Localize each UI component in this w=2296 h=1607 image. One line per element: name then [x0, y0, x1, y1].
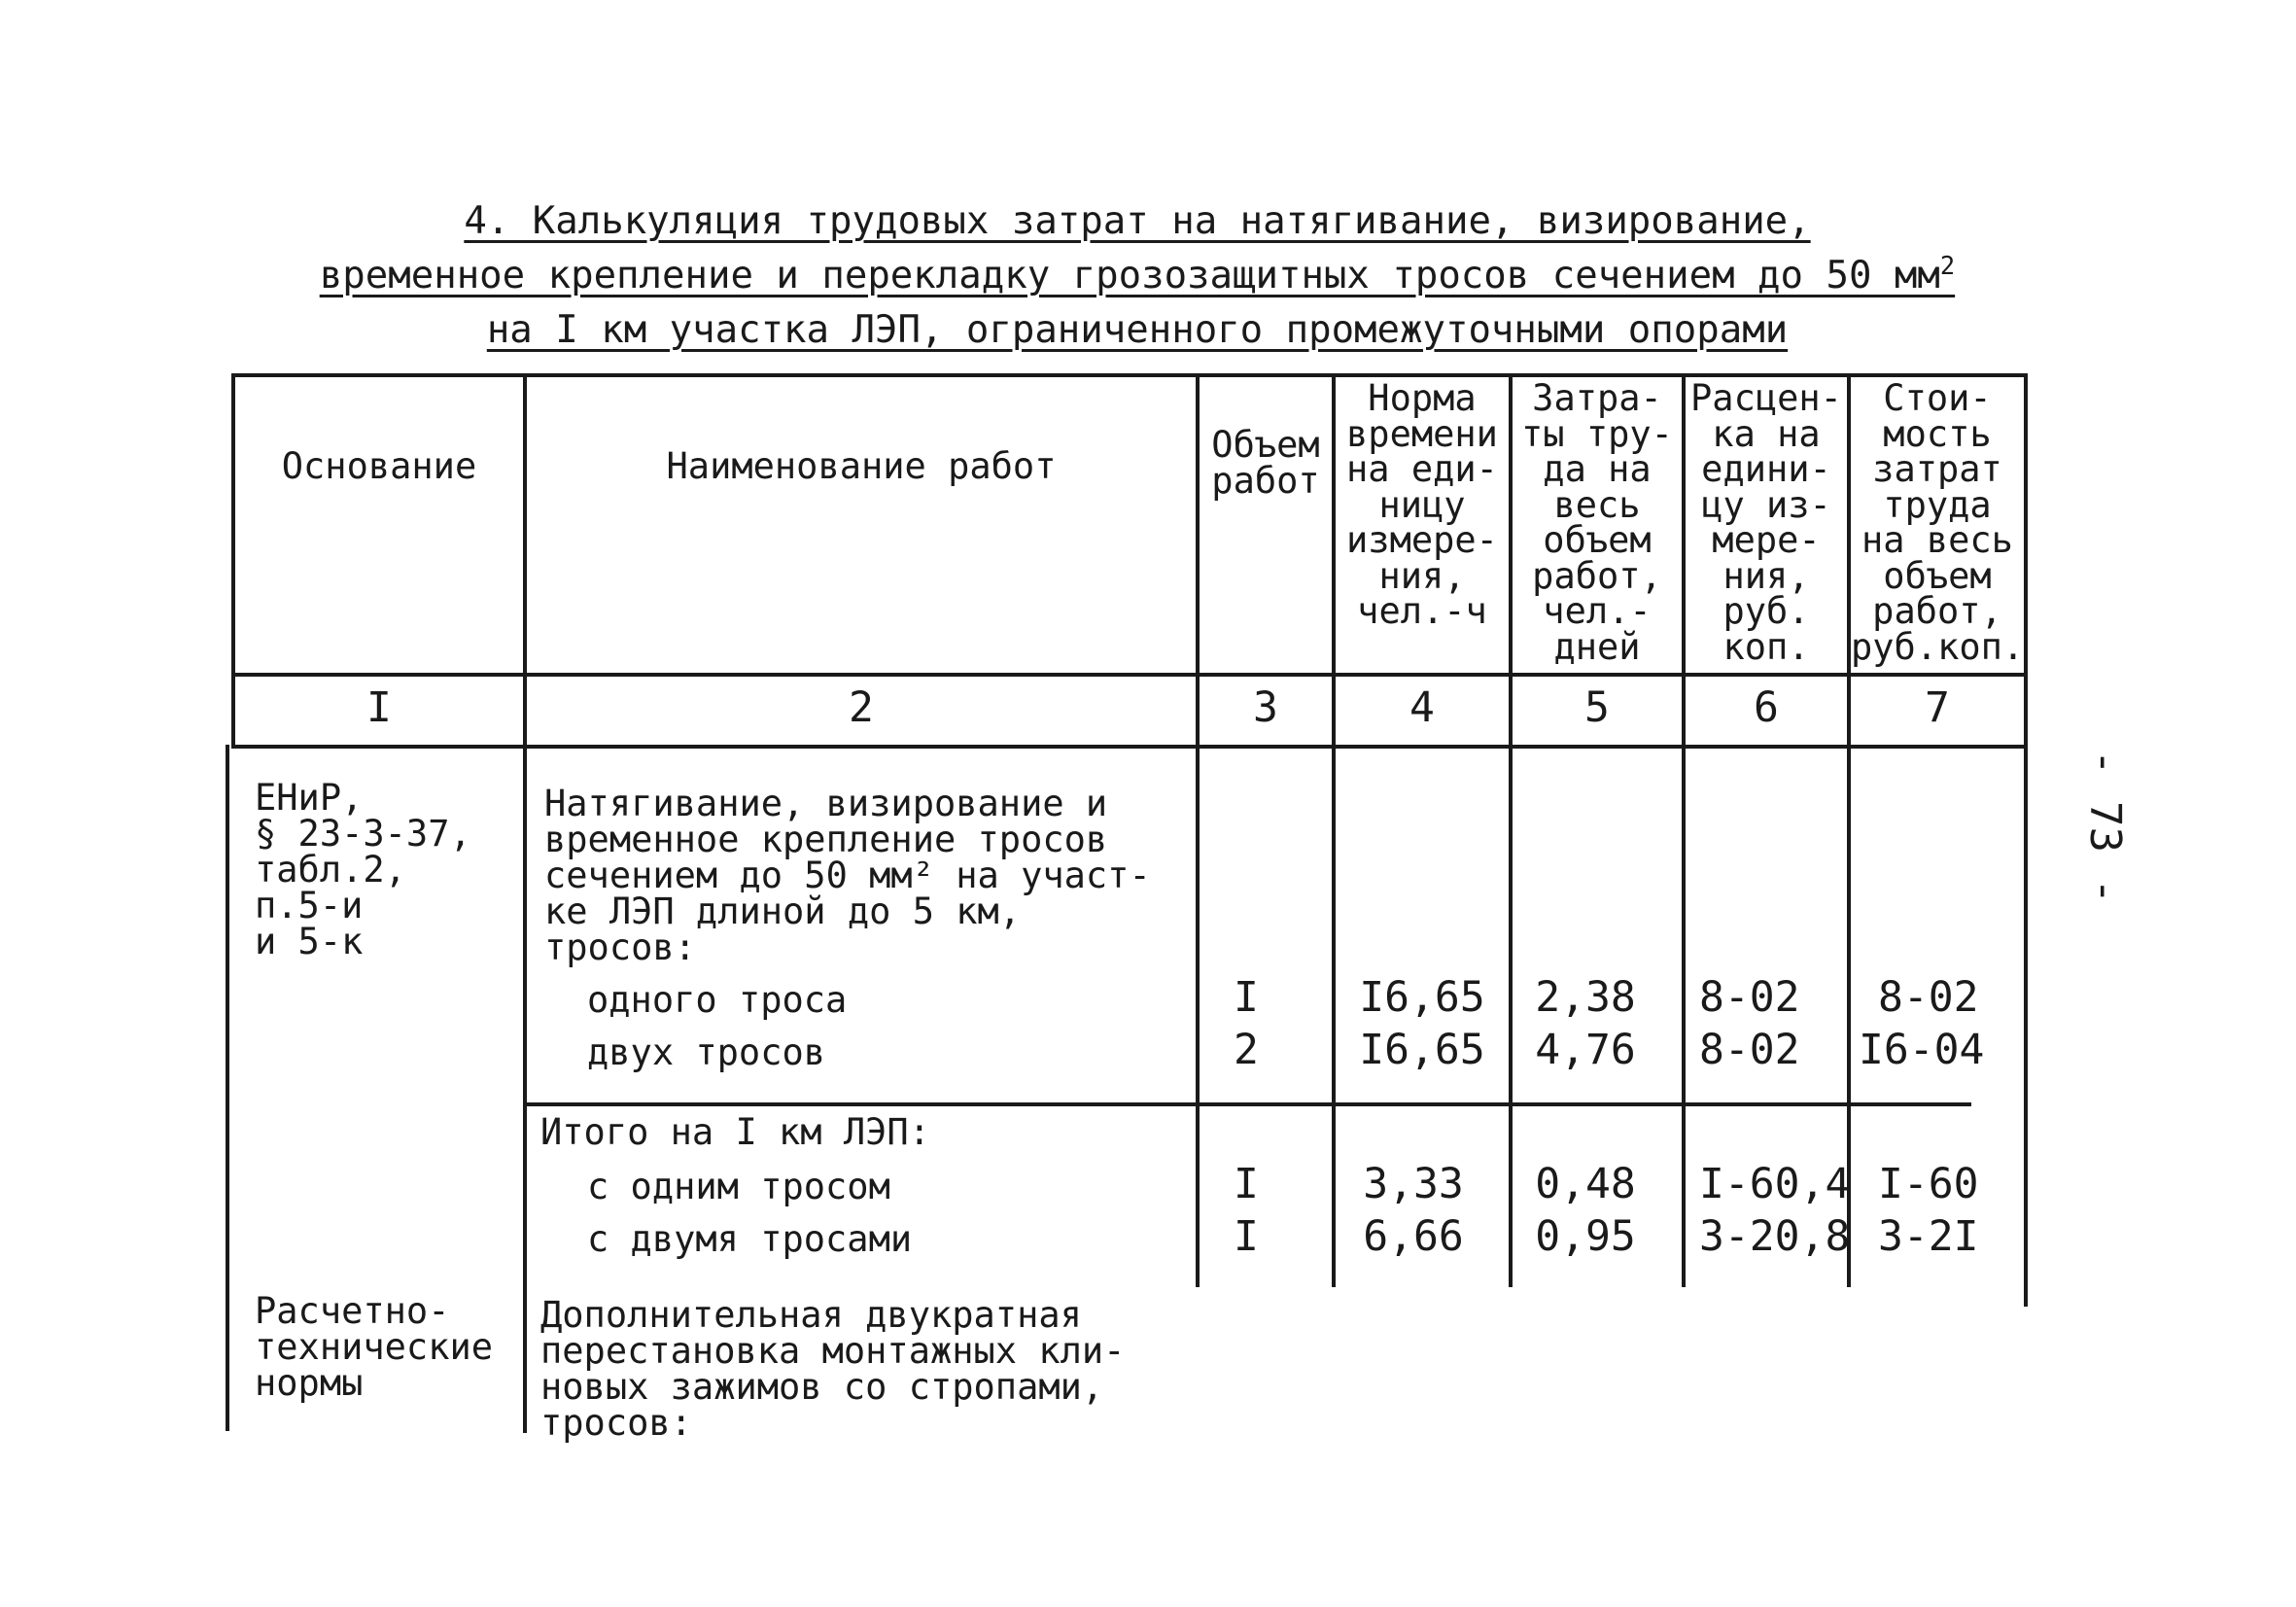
- section1-basis: ЕНиР, § 23-3-37, табл.2, п.5-и и 5-к: [255, 777, 471, 962]
- row1-volume: I: [1234, 973, 1259, 1022]
- total1-rate: I-60,4: [1699, 1160, 1851, 1208]
- total2-name: с двумя тросами: [587, 1218, 913, 1260]
- col-divider-2: [1196, 373, 1200, 1287]
- total1-name: с одним тросом: [587, 1166, 890, 1207]
- total1-labor: 0,48: [1535, 1160, 1636, 1208]
- header-total-cost: Стои- мость затрат труда на весь объем работ, руб.коп.: [1851, 377, 2025, 668]
- total1-volume: I: [1234, 1160, 1259, 1208]
- col-number-7: 7: [1925, 683, 1950, 732]
- title-line-1: 4. Калькуляция трудовых затрат на натягивание, визирование,: [464, 199, 1811, 243]
- header-time-norm: Норма времени на еди- ницу измере- ния, чел.-ч: [1346, 377, 1498, 632]
- row2-labor: 4,76: [1535, 1026, 1636, 1074]
- title-line-3: на I км участка ЛЭП, ограниченного промежуточными опорами: [486, 308, 1789, 352]
- subtotal-separator: [523, 1102, 1971, 1106]
- table-right-border: [2024, 373, 2028, 1307]
- header-labor-total: Затра- ты тру- да на весь объем работ, чел.- дней: [1521, 377, 1673, 668]
- col-number-2: 2: [849, 683, 874, 732]
- col-number-3: 3: [1253, 683, 1278, 732]
- title-line-2: временное крепление и перекладку грозозащитных тросов сечением до 50 $мм^2$: [319, 251, 1956, 297]
- row1-norm: I6,65: [1359, 973, 1485, 1022]
- col-number-5: 5: [1584, 683, 1610, 732]
- row2-cost: I6-04: [1859, 1026, 1985, 1074]
- col-number-1: I: [366, 683, 392, 732]
- header-volume: Объем работ: [1211, 424, 1320, 502]
- col-number-4: 4: [1409, 683, 1435, 732]
- row2-volume: 2: [1234, 1026, 1259, 1074]
- row2-norm: I6,65: [1359, 1026, 1485, 1074]
- total1-norm: 3,33: [1363, 1160, 1464, 1208]
- number-row-bottom-border: [231, 745, 2028, 749]
- col-divider-1: [523, 373, 527, 1433]
- total2-cost: 3-2I: [1878, 1212, 1979, 1261]
- document-title: [292, 194, 1983, 358]
- table-left-border: [226, 745, 229, 1431]
- total2-volume: I: [1234, 1212, 1259, 1261]
- row1-rate: 8-02: [1699, 973, 1800, 1022]
- total1-cost: I-60: [1878, 1160, 1979, 1208]
- total2-norm: 6,66: [1363, 1212, 1464, 1261]
- total2-rate: 3-20,8: [1699, 1212, 1851, 1261]
- row1-labor: 2,38: [1535, 973, 1636, 1022]
- page-number: - 73 -: [2079, 749, 2130, 904]
- section2-basis: Расчетно- технические нормы: [255, 1290, 494, 1404]
- row2-rate: 8-02: [1699, 1026, 1800, 1074]
- header-work-name: Наименование работ: [666, 445, 1057, 487]
- section1-description: Натягивание, визирование и временное крепление тросов сечением до 50 мм² на участ- ке ЛЭП длиной до 5 км, тросов:: [544, 783, 1151, 968]
- header-unit-rate: Расцен- ка на едини- цу из- мере- ния, руб. коп.: [1690, 377, 1842, 668]
- header-bottom-border: [231, 673, 2028, 677]
- row1-name: одного троса: [587, 979, 848, 1021]
- totals-label: Итого на I км ЛЭП:: [540, 1111, 930, 1153]
- col-number-6: 6: [1754, 683, 1779, 732]
- title-superscript: 2: [1939, 251, 1956, 280]
- section2-description: Дополнительная двукратная перестановка монтажных кли- новых зажимов со стропами, тросов:: [540, 1294, 1126, 1444]
- header-basis: Основание: [281, 445, 477, 487]
- total2-labor: 0,95: [1535, 1212, 1636, 1261]
- row1-cost: 8-02: [1878, 973, 1979, 1022]
- row2-name: двух тросов: [587, 1031, 826, 1073]
